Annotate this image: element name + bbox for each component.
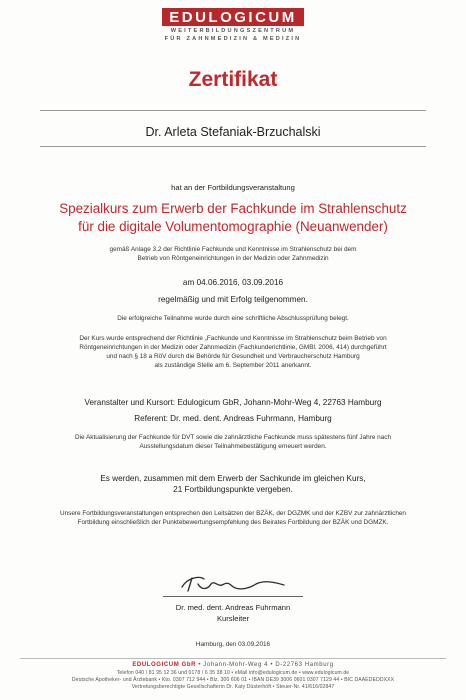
validity-text (0, 433, 466, 451)
footer-divider (20, 658, 446, 659)
footer-address: • Johann-Mohr-Weg 4 • D-22763 Hamburg (198, 662, 334, 668)
signatory-role: Kursleiter (216, 614, 250, 623)
logo-tagline-1: WEITERBILDUNGSZENTRUM (170, 28, 296, 34)
divider-top (40, 110, 426, 111)
signatory-name: Dr. med. dent. Andreas Fuhrmann (175, 603, 291, 612)
logo-tagline-2: FÜR ZAHNMEDIZIN & MEDIZIN (164, 36, 302, 42)
logo (0, 8, 466, 43)
recipient-name: Dr. Arleta Stefaniak-Brzuchalski (145, 125, 321, 139)
accreditation-line-1: Der Kurs wurde entsprechend der Richtlinie „Fachkunde und Kenntnisse im Strahlenschutz beim Betrieb von (79, 335, 387, 342)
accreditation-line-4: als zuständige Stelle am 6. September 2011 anerkannt. (154, 362, 312, 369)
intro-text: hat an der Fortbildungsveranstaltung (171, 183, 295, 192)
footer-brand-line (0, 662, 466, 668)
validity-line-1: Die Aktualisierung der Fachkunde für DVT sowie die zahnärztliche Fachkunde muss spätestens fünf Jahre nach (74, 434, 392, 441)
place-date: Hamburg, den 03.09.2016 (195, 641, 271, 648)
guidelines-line-2: Fortbildung einschließlich der Punktebewertungsempfehlung des Beirates Fortbildung der BZÄK und DGMZK. (77, 519, 389, 526)
logo-wordmark: EDULOGICUM (162, 8, 304, 26)
course-title (0, 200, 466, 236)
course-line-1: Spezialkurs zum Erwerb der Fachkunde im Strahlenschutz (59, 201, 407, 216)
participation-text: regelmäßig und mit Erfolg teilgenommen. (158, 295, 308, 304)
validity-line-2: Ausstellungsdatum dieser Teilnahmebestätigung erneuert werden. (139, 443, 327, 450)
accreditation-text (0, 334, 466, 370)
exam-text: Die erfolgreiche Teilnahme wurde durch eine schriftliche Abschlussprüfung belegt. (117, 315, 349, 322)
points-line-1: Es werden, zusammen mit dem Erwerb der Sachkunde im gleichen Kurs, (100, 474, 366, 483)
footer-legal: Vertretungsberechtigte Gesellschafterin Dr. Katy Düsterhöft • Steuer-Nr. 41/616/02847 (131, 684, 335, 690)
speaker-text: Referent: Dr. med. dent. Andreas Fuhrmann, Hamburg (134, 414, 332, 423)
legal-basis-line-2: Betrieb von Röntgeneinrichtungen in der Medizin oder Zahnmedizin (137, 255, 329, 262)
handwritten-signature (178, 573, 288, 595)
accreditation-line-2: Röntgeneinrichtungen in der Medizin oder Zahnmedizin (Fachkunderichtlinie, GMBl. 2006, 414) durchgeführt (79, 344, 387, 351)
footer-contact: Telefon 040 / 81 95 12 36 und 0178 / 6 35 38 10 • eMail info@edulogicum.de • www.edulogicum.de (116, 670, 350, 676)
legal-basis-line-1: gemäß Anlage 3.2 der Richtlinie Fachkunde und Kenntnisse im Strahlenschutz bei dem (109, 246, 357, 253)
certificate-title: Zertifikat (188, 68, 278, 91)
legal-basis (0, 245, 466, 263)
organizer-text: Veranstalter und Kursort: Edulogicum GbR, Johann-Mohr-Weg 4, 22763 Hamburg (84, 398, 382, 407)
divider-recipient (40, 146, 426, 147)
footer-brand: EDULOGICUM GbR (132, 662, 197, 668)
points-text (0, 473, 466, 495)
accreditation-line-3: und nach § 18 a RöV durch die Behörde für Gesundheit und Verbraucherschutz Hamburg (106, 353, 360, 360)
footer-bank: Deutsche Apotheker- und Ärztebank • Kto. 0307 712 944 • Blz. 300 606 01 • IBAN DE39 3006 0601 0307 7129 44 • BIC DAAEDEDDXXX (71, 677, 395, 683)
guidelines-line-1: Unsere Fortbildungsveranstaltungen entsprechen den Leitsätzen der BZÄK, der DGZMK und der KZBV zur zahnärztlichen (60, 510, 406, 517)
course-dates: am 04.06.2016, 03.09.2016 (182, 278, 284, 287)
points-line-2: 21 Fortbildungspunkte vergeben. (173, 485, 293, 494)
signature-line (163, 596, 303, 597)
guidelines-text (0, 509, 466, 527)
course-line-2: für die digitale Volumentomographie (Neuanwender) (78, 219, 388, 234)
